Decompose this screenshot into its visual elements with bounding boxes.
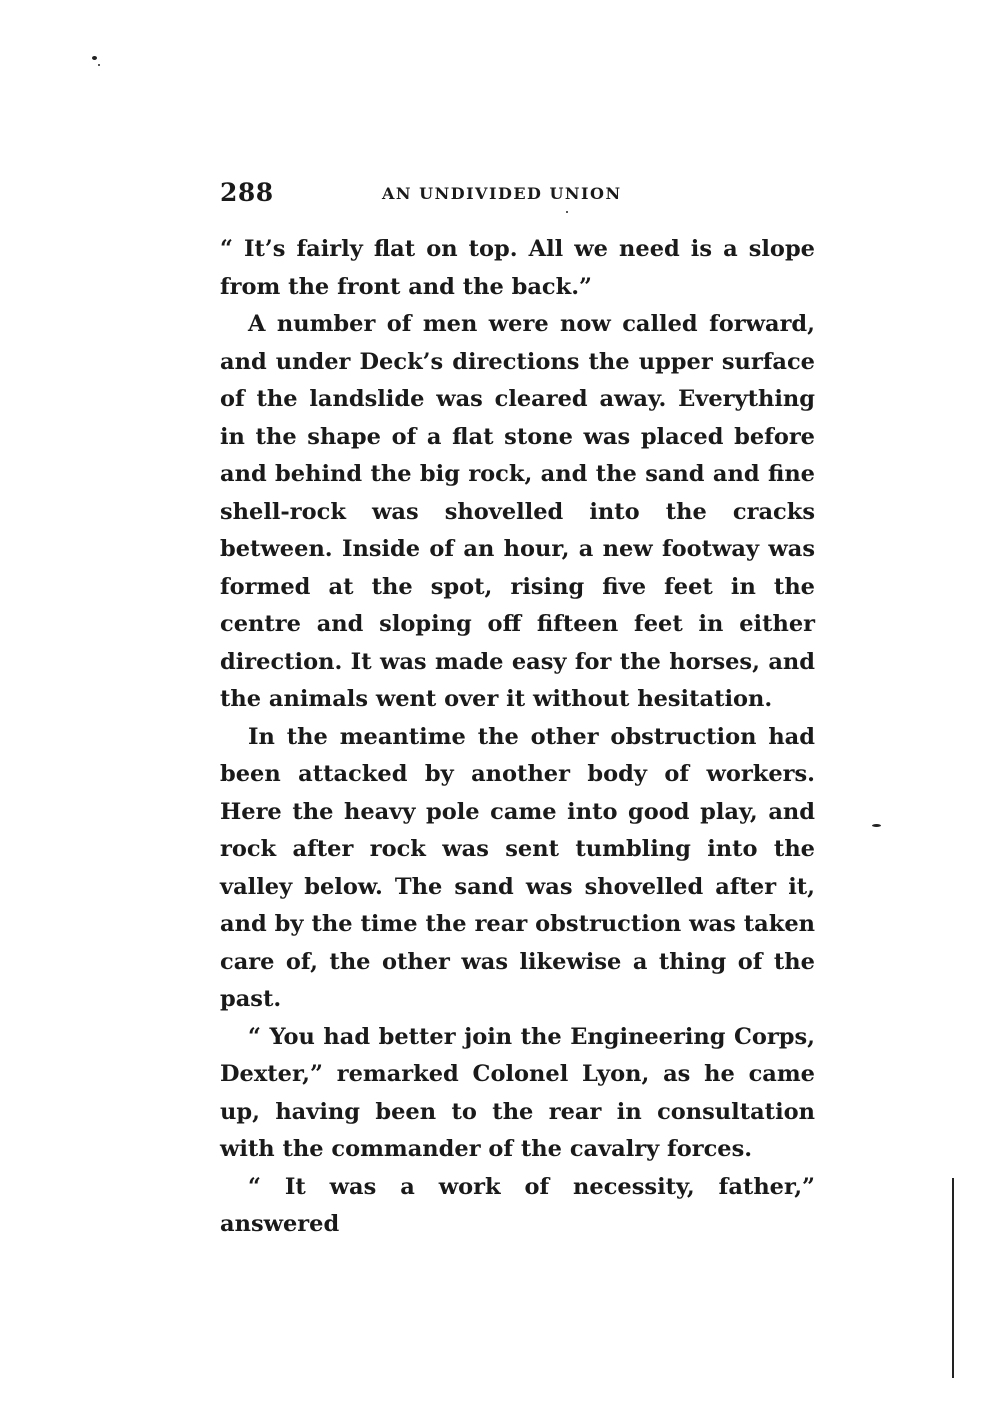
paragraph: In the meantime the other obstruction had been attacked by another body of workers. Here the heavy pole came into good play, and rock after rock was sent tumbling into the valley below. The sand was shovelled after it, and by the time the rear obstruction was taken care of, the other was likewise a thing of the past. bbox=[220, 723, 815, 1012]
paragraph: “ You had better join the Engineering Corps, Dexter,” remarked Colonel Lyon, as he came up, having been to the rear in consultation with the commander of the cavalry forces. bbox=[220, 1023, 815, 1162]
paragraph: “ It’s fairly flat on top. All we need is a slope from the front and the back.” bbox=[220, 236, 815, 300]
running-head: AN UNDIVIDED UNION bbox=[382, 184, 622, 203]
page-number: 288 bbox=[220, 178, 274, 207]
ink-speck bbox=[872, 824, 881, 827]
ink-speck bbox=[98, 64, 100, 66]
paragraph: A number of men were now called forward, and under Deck’s directions the upper surface of the landslide was cleared away. Everything in the shape of a flat stone was placed before and behind the big rock, and the sand and fine shell-rock was shovelled into the cracks between. Inside of an hour, a new footway was formed at the spot, rising five feet in the centre and sloping off fifteen feet in either direction. It was made easy for the horses, and the animals went over it without hesitation. bbox=[220, 311, 815, 712]
page-edge-line bbox=[952, 1178, 954, 1378]
ink-speck bbox=[92, 56, 97, 60]
page-header bbox=[220, 178, 820, 212]
page-body bbox=[220, 231, 815, 1244]
paragraph: “ It was a work of necessity, father,” answered bbox=[220, 1173, 815, 1237]
